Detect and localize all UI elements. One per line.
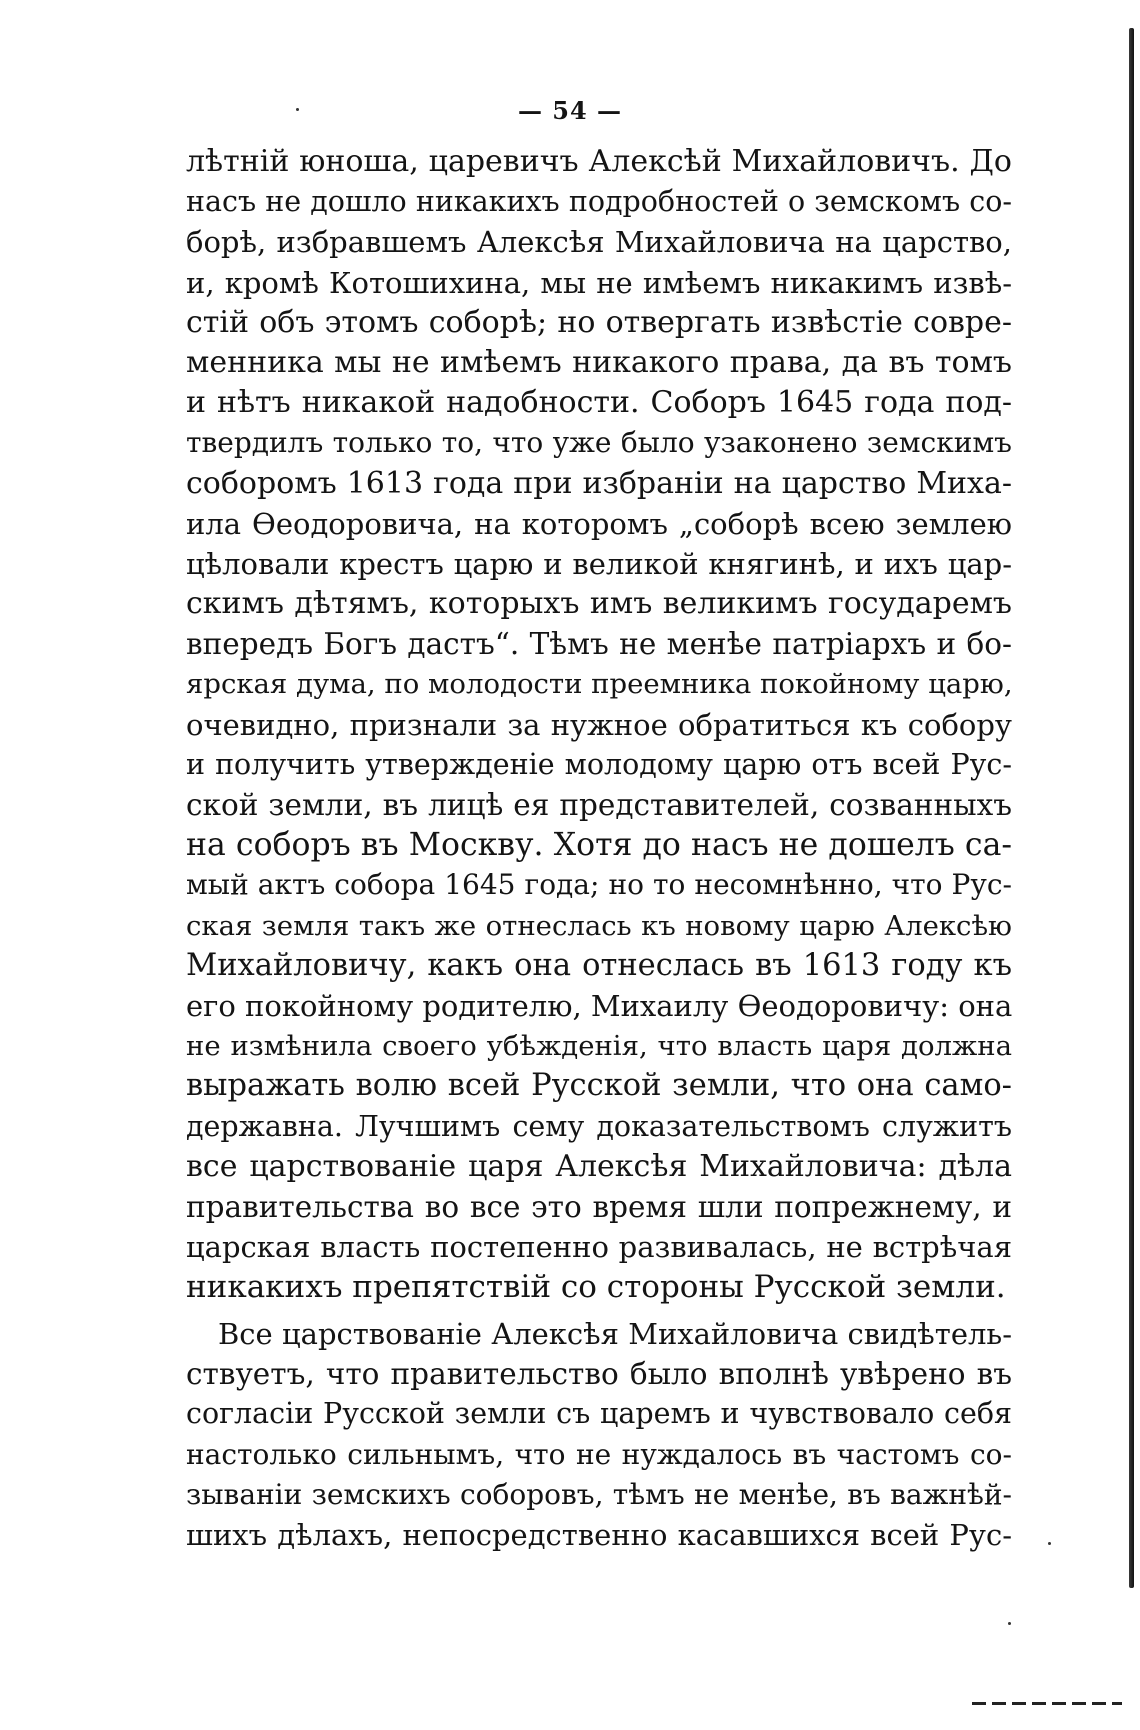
text-line: ская земля такъ же отнеслась къ новому царю Алексѣю	[186, 909, 1012, 942]
text-line: менника мы не имѣемъ никакого права, да въ томъ	[186, 344, 1012, 380]
text-line: настолько сильнымъ, что не нуждалось въ частомъ со-	[186, 1437, 1012, 1471]
text-line: стій объ этомъ соборѣ; но отвергать извѣстіе совре-	[186, 304, 1012, 340]
text-line: державна. Лучшимъ сему доказательствомъ служитъ	[186, 1109, 1012, 1143]
text-line: шихъ дѣлахъ, непосредственно касавшихся всей Рус-	[186, 1517, 1012, 1552]
paragraph-2	[186, 1314, 1012, 1555]
text-line: ской земли, въ лицѣ ея представителей, созванныхъ	[186, 788, 1012, 822]
text-line: и, кромѣ Котошихина, мы не имѣемъ никакимъ извѣ-	[186, 265, 1012, 300]
text-line: ствуетъ, что правительство было вполнѣ увѣрено въ	[186, 1357, 1012, 1392]
text-line: зываніи земскихъ соборовъ, тѣмъ не менѣе, въ важнѣй-	[186, 1477, 1012, 1511]
text-line: ярская дума, по молодости преемника покойному царю,	[186, 668, 1013, 701]
text-line: соборомъ 1613 года при избраніи на царство Миха-	[186, 465, 1012, 501]
text-line: впередъ Богъ дастъ“. Тѣмъ не менѣе патріархъ и бо-	[186, 627, 1012, 662]
text-line: царская власть постепенно развивалась, не встрѣчая	[186, 1230, 1012, 1265]
text-line: все царствованіе царя Алексѣя Михайловича: дѣла	[186, 1148, 1012, 1184]
text-line: выражать волю всей Русской земли, что она само-	[186, 1068, 1012, 1104]
text-line: борѣ, избравшемъ Алексѣя Михайловича на царство,	[186, 225, 1012, 260]
scan-speck	[296, 108, 299, 111]
text-line: мый актъ собора 1645 года; но то несомнѣнно, что Рус-	[186, 868, 1012, 902]
text-line: не измѣнила своего убѣжденія, что власть царя должна	[186, 1030, 1012, 1063]
page-edge-shadow	[1129, 28, 1134, 1588]
text-line: насъ не дошло никакихъ подробностей о земскомъ со-	[186, 185, 1012, 219]
scan-speck	[1008, 1622, 1011, 1625]
paragraph-1	[186, 142, 1012, 1307]
text-line: никакихъ препятствій со стороны Русской земли.	[186, 1269, 1006, 1306]
text-line: и получить утвержденіе молодому царю отъ всей Рус-	[186, 747, 1012, 781]
text-line: на соборъ въ Москву. Хотя до насъ не дошелъ са-	[186, 827, 1012, 864]
text-line: правительства во все это время шли попрежнему, и	[186, 1189, 1012, 1224]
scan-speck	[1048, 1542, 1051, 1545]
text-line: Михайловичу, какъ она отнеслась въ 1613 году къ	[186, 947, 1012, 983]
text-line: его покойному родителю, Михаилу Өеодоровичу: она	[186, 988, 1013, 1023]
text-line: согласіи Русской земли съ царемъ и чувствовало себя	[186, 1397, 1012, 1431]
text-line: ила Өеодоровича, на которомъ „соборѣ всею землею	[186, 506, 1012, 541]
text-line: и нѣтъ никакой надобности. Соборъ 1645 года под-	[186, 385, 1012, 421]
text-line: Все царствованіе Алексѣя Михайловича свидѣтель-	[218, 1317, 1012, 1351]
text-line: лѣтній юноша, царевичъ Алексѣй Михайловичъ. До	[186, 144, 1012, 179]
text-line: цѣловали крестъ царю и великой княгинѣ, и ихъ цар-	[186, 546, 1012, 581]
text-line: скимъ дѣтямъ, которыхъ имъ великимъ государемъ	[186, 586, 1012, 622]
page-number: — 54 —	[517, 96, 623, 125]
text-line: твердилъ только то, что уже было узаконено земскимъ	[186, 426, 1012, 460]
bottom-scan-mark	[972, 1702, 1122, 1705]
text-line: очевидно, признали за нужное обратиться къ собору	[186, 707, 1012, 742]
